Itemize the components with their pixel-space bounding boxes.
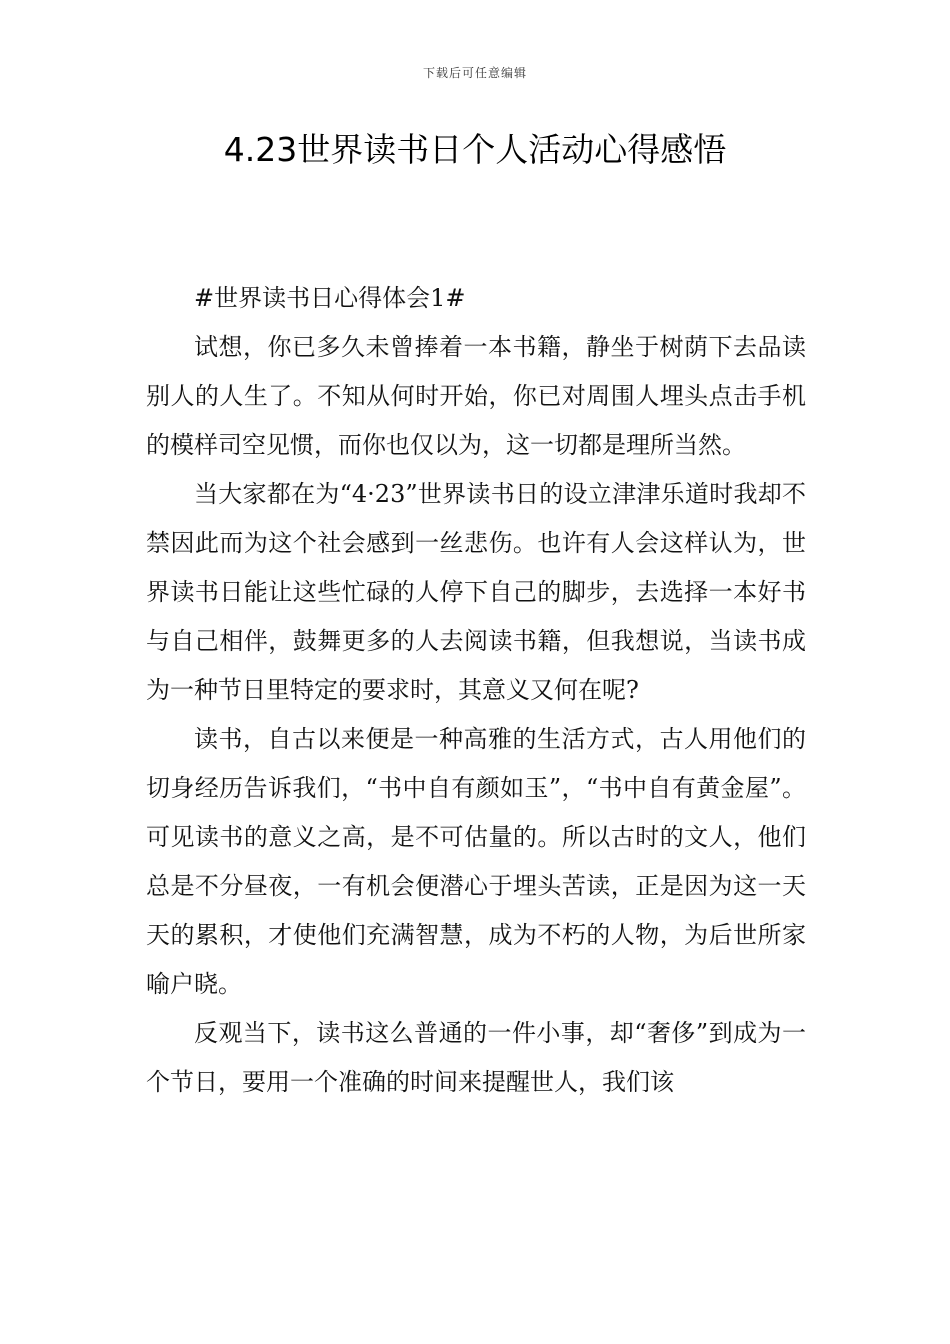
document-body xyxy=(146,274,806,1107)
paragraph: 读书，自古以来便是一种高雅的生活方式，古人用他们的切身经历告诉我们，“书中自有颜如玉”，“书中自有黄金屋”。可见读书的意义之高，是不可估量的。所以古时的文人，他们总是不分昼夜，一有机会便潜心于埋头苦读，正是因为这一天天的累积，才使他们充满智慧，成为不朽的人物，为后世所家喻户晓。 xyxy=(146,725,806,998)
header-note: 下载后可任意编辑 xyxy=(422,66,527,80)
section-heading: #世界读书日心得体会1# xyxy=(194,284,466,312)
paragraph: 当大家都在为“4·23”世界读书日的设立津津乐道时我却不禁因此而为这个社会感到一丝悲伤。也许有人会这样认为，世界读书日能让这些忙碌的人停下自己的脚步，去选择一本好书与自己相伴，鼓舞更多的人去阅读书籍，但我想说，当读书成为一种节日里特定的要求时，其意义又何在呢? xyxy=(146,480,806,704)
document-title: 4.23世界读书日个人活动心得感悟 xyxy=(223,130,727,169)
paragraph: 反观当下，读书这么普通的一件小事，却“奢侈”到成为一个节日，要用一个准确的时间来提醒世人，我们该 xyxy=(146,1019,806,1096)
paragraph: 试想，你已多久未曾捧着一本书籍，静坐于树荫下去品读别人的人生了。不知从何时开始，你已对周围人埋头点击手机的模样司空见惯，而你也仅以为，这一切都是理所当然。 xyxy=(146,333,806,459)
